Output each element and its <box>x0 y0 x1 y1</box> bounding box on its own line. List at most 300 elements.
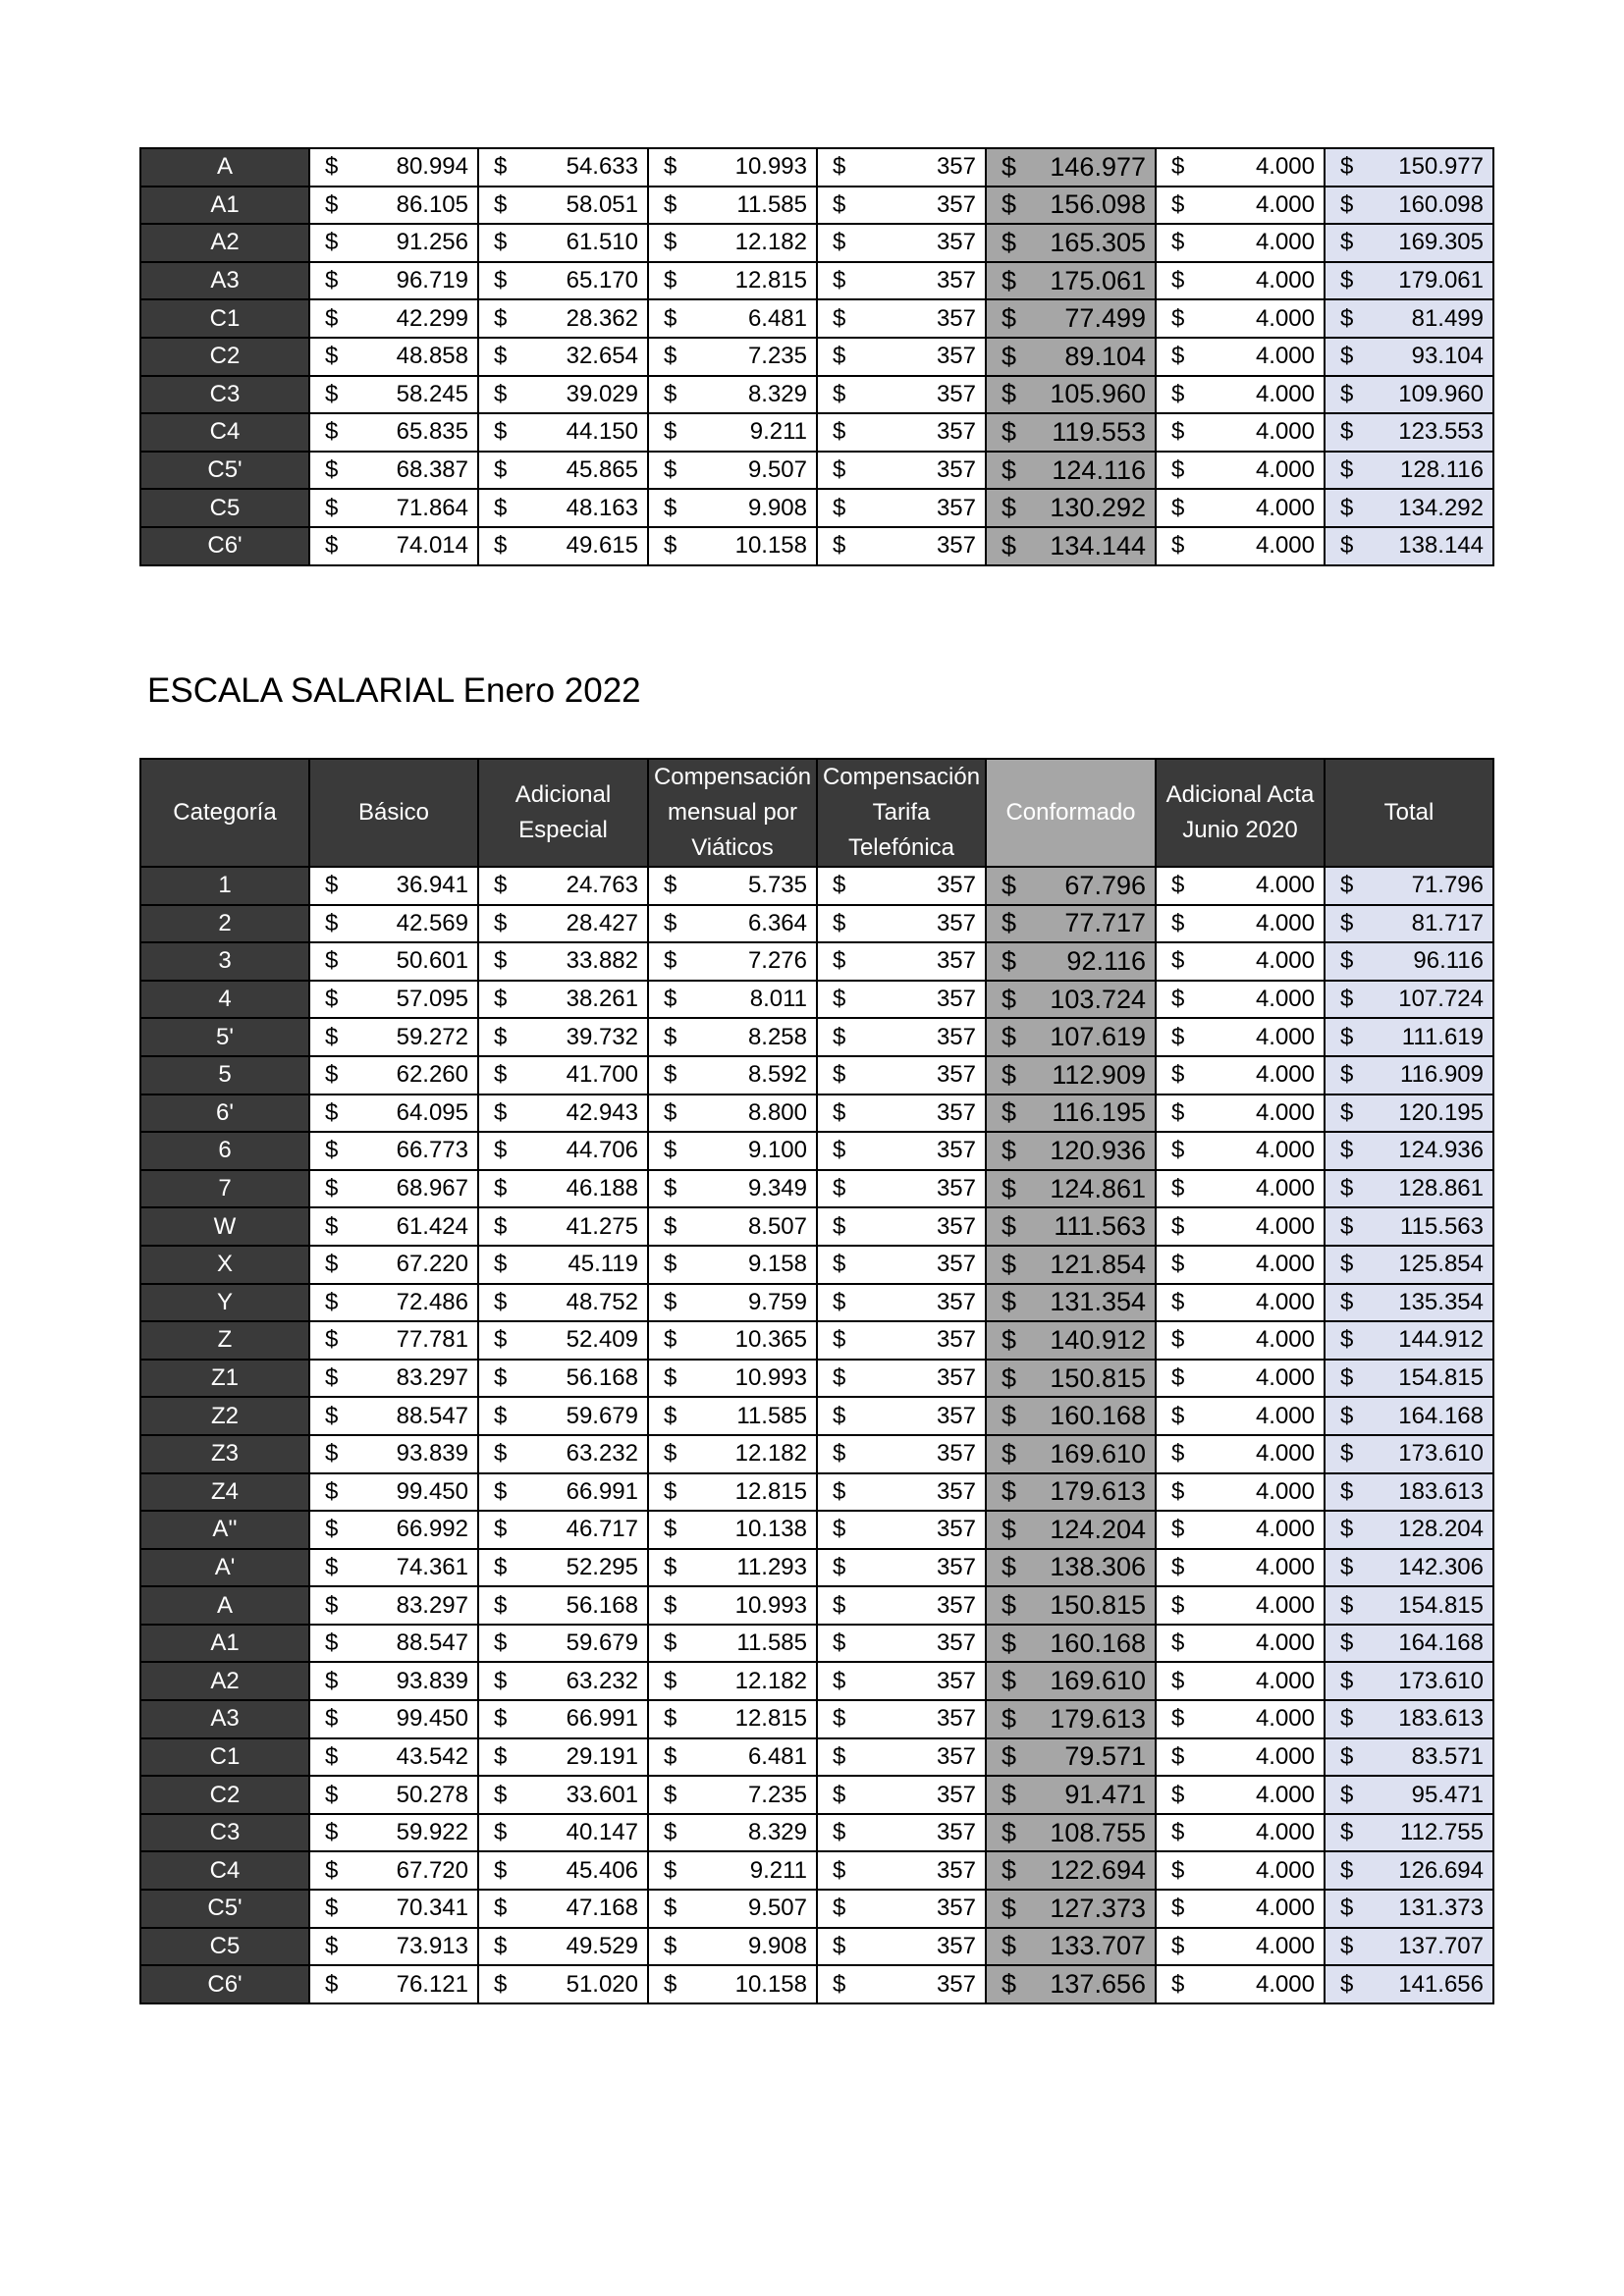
amount: 39.732 <box>566 1023 638 1050</box>
currency-symbol: $ <box>1171 1856 1185 1884</box>
cell-adicional-especial <box>478 148 648 187</box>
cell-total <box>1325 1284 1493 1322</box>
amount: 357 <box>936 1061 976 1089</box>
amount: 357 <box>936 1137 976 1164</box>
cell-adicional-especial <box>478 1018 648 1056</box>
salary-table-previous-body <box>140 148 1493 565</box>
amount: 4.000 <box>1255 1591 1315 1619</box>
cell-categoria: C5' <box>140 452 309 490</box>
currency-symbol: $ <box>1001 1097 1017 1128</box>
money-cell-content <box>310 1550 477 1586</box>
currency-symbol: $ <box>833 1970 846 1998</box>
cell-categoria: 6' <box>140 1095 309 1133</box>
money-cell-content <box>1326 906 1492 942</box>
cell-viaticos <box>648 262 817 300</box>
cell-total <box>1325 148 1493 187</box>
amount: 357 <box>936 1440 976 1468</box>
amount: 11.585 <box>736 190 807 218</box>
cell-total <box>1325 1095 1493 1133</box>
table-row <box>140 527 1493 565</box>
money-cell-content <box>987 943 1155 980</box>
currency-symbol: $ <box>1340 1856 1354 1884</box>
cell-adicional-especial <box>478 338 648 376</box>
amount: 77.499 <box>1064 303 1146 334</box>
money-cell-content <box>479 490 647 526</box>
cell-adicional-especial <box>478 1511 648 1549</box>
currency-symbol: $ <box>325 1061 339 1089</box>
amount: 9.759 <box>747 1288 807 1315</box>
money-cell-content <box>1326 339 1492 375</box>
table-row <box>140 1246 1493 1284</box>
amount: 50.601 <box>396 947 468 975</box>
currency-symbol: $ <box>833 986 846 1013</box>
cell-basico <box>309 452 478 490</box>
currency-symbol: $ <box>1171 1440 1185 1468</box>
amount: 357 <box>936 1895 976 1922</box>
currency-symbol: $ <box>1171 1023 1185 1050</box>
cell-viaticos <box>648 299 817 338</box>
amount: 38.261 <box>566 986 638 1013</box>
currency-symbol: $ <box>833 1932 846 1959</box>
cell-conformado <box>986 1738 1156 1777</box>
amount: 122.694 <box>1050 1855 1146 1886</box>
cell-categoria: C4 <box>140 1851 309 1890</box>
table-row <box>140 1095 1493 1133</box>
currency-symbol: $ <box>664 1819 677 1846</box>
money-cell-content <box>310 1852 477 1889</box>
cell-conformado <box>986 187 1156 225</box>
money-cell-content <box>1326 149 1492 186</box>
cell-conformado <box>986 299 1156 338</box>
cell-adicional-especial <box>478 1170 648 1208</box>
amount: 128.861 <box>1398 1175 1484 1202</box>
money-cell-content <box>1157 943 1324 980</box>
cell-adicional-acta <box>1156 262 1325 300</box>
amount: 8.800 <box>747 1098 807 1126</box>
money-cell-content <box>1326 1626 1492 1662</box>
amount: 165.305 <box>1050 227 1146 257</box>
currency-symbol: $ <box>325 304 339 332</box>
amount: 357 <box>936 343 976 370</box>
amount: 91.471 <box>1064 1780 1146 1810</box>
currency-symbol: $ <box>325 1326 339 1354</box>
cell-categoria: X <box>140 1246 309 1284</box>
money-cell-content <box>818 906 985 942</box>
money-cell-content <box>1326 1398 1492 1434</box>
cell-viaticos <box>648 376 817 414</box>
money-cell-content <box>1157 490 1324 526</box>
currency-symbol: $ <box>833 1553 846 1580</box>
money-cell-content <box>1326 453 1492 489</box>
cell-conformado <box>986 1170 1156 1208</box>
header-basico: Básico <box>309 759 478 867</box>
table-row <box>140 1018 1493 1056</box>
amount: 357 <box>936 1591 976 1619</box>
table-row <box>140 1132 1493 1170</box>
cell-viaticos <box>648 1284 817 1322</box>
cell-categoria: C2 <box>140 1776 309 1814</box>
cell-adicional-especial <box>478 1928 648 1966</box>
money-cell-content <box>1326 1815 1492 1851</box>
money-cell-content <box>310 149 477 186</box>
amount: 175.061 <box>1050 265 1146 295</box>
currency-symbol: $ <box>1171 1516 1185 1543</box>
cell-conformado <box>986 1132 1156 1170</box>
money-cell-content <box>310 1095 477 1132</box>
cell-tarifa-telefonica <box>817 376 986 414</box>
amount: 86.105 <box>396 190 468 218</box>
currency-symbol: $ <box>325 1175 339 1202</box>
amount: 74.361 <box>396 1553 468 1580</box>
cell-basico <box>309 148 478 187</box>
money-cell-content <box>987 1474 1155 1511</box>
currency-symbol: $ <box>1001 945 1017 976</box>
currency-symbol: $ <box>1001 1324 1017 1355</box>
money-cell-content <box>649 187 816 224</box>
amount: 357 <box>936 456 976 484</box>
money-cell-content <box>1326 1133 1492 1169</box>
amount: 140.912 <box>1050 1324 1146 1355</box>
money-cell-content <box>818 149 985 186</box>
currency-symbol: $ <box>1171 494 1185 521</box>
cell-total <box>1325 1435 1493 1473</box>
money-cell-content <box>818 1322 985 1359</box>
currency-symbol: $ <box>1171 343 1185 370</box>
amount: 135.354 <box>1398 1288 1484 1315</box>
money-cell-content <box>479 528 647 564</box>
money-cell-content <box>1157 868 1324 904</box>
money-cell-content <box>479 1739 647 1776</box>
table-row <box>140 1473 1493 1512</box>
currency-symbol: $ <box>1001 1931 1017 1961</box>
money-cell-content <box>818 1361 985 1397</box>
amount: 10.158 <box>734 532 807 560</box>
amount: 66.773 <box>396 1137 468 1164</box>
currency-symbol: $ <box>1171 1819 1185 1846</box>
amount: 43.542 <box>396 1742 468 1770</box>
amount: 357 <box>936 1402 976 1429</box>
cell-basico <box>309 1321 478 1360</box>
cell-adicional-especial <box>478 1095 648 1133</box>
cell-tarifa-telefonica <box>817 224 986 262</box>
currency-symbol: $ <box>664 1516 677 1543</box>
cell-tarifa-telefonica <box>817 489 986 527</box>
currency-symbol: $ <box>1001 1703 1017 1734</box>
currency-symbol: $ <box>664 153 677 181</box>
currency-symbol: $ <box>325 1553 339 1580</box>
currency-symbol: $ <box>1001 454 1017 485</box>
money-cell-content <box>1326 1171 1492 1207</box>
currency-symbol: $ <box>664 418 677 446</box>
amount: 44.150 <box>566 418 638 446</box>
amount: 4.000 <box>1255 1212 1315 1240</box>
money-cell-content <box>1326 1361 1492 1397</box>
amount: 4.000 <box>1255 190 1315 218</box>
money-cell-content <box>310 1474 477 1511</box>
amount: 115.563 <box>1400 1212 1484 1240</box>
currency-symbol: $ <box>1340 1251 1354 1278</box>
amount: 59.679 <box>566 1402 638 1429</box>
currency-symbol: $ <box>494 1326 508 1354</box>
currency-symbol: $ <box>325 1364 339 1392</box>
currency-symbol: $ <box>494 1553 508 1580</box>
currency-symbol: $ <box>664 1856 677 1884</box>
currency-symbol: $ <box>1340 190 1354 218</box>
cell-categoria: 3 <box>140 942 309 981</box>
amount: 66.991 <box>566 1477 638 1505</box>
amount: 50.278 <box>396 1781 468 1808</box>
cell-basico <box>309 1625 478 1663</box>
money-cell-content <box>987 982 1155 1018</box>
money-cell-content <box>987 1929 1155 1965</box>
amount: 120.195 <box>1398 1098 1484 1126</box>
currency-symbol: $ <box>1001 1741 1017 1772</box>
amount: 9.507 <box>747 1895 807 1922</box>
money-cell-content <box>649 1095 816 1132</box>
cell-tarifa-telefonica <box>817 1246 986 1284</box>
amount: 10.158 <box>734 1970 807 1998</box>
table-row <box>140 376 1493 414</box>
currency-symbol: $ <box>1340 909 1354 936</box>
cell-tarifa-telefonica <box>817 1397 986 1435</box>
amount: 8.258 <box>747 1023 807 1050</box>
money-cell-content <box>310 1208 477 1245</box>
currency-symbol: $ <box>494 532 508 560</box>
cell-adicional-especial <box>478 867 648 905</box>
money-cell-content <box>479 1815 647 1851</box>
cell-basico <box>309 1928 478 1966</box>
cell-total <box>1325 187 1493 225</box>
table-row <box>140 1814 1493 1852</box>
cell-categoria: W <box>140 1207 309 1246</box>
amount: 96.719 <box>396 267 468 294</box>
currency-symbol: $ <box>1171 1781 1185 1808</box>
amount: 49.529 <box>566 1932 638 1959</box>
amount: 4.000 <box>1255 1781 1315 1808</box>
currency-symbol: $ <box>833 1402 846 1429</box>
cell-conformado <box>986 1056 1156 1095</box>
currency-symbol: $ <box>1001 379 1017 409</box>
amount: 10.993 <box>734 1364 807 1392</box>
currency-symbol: $ <box>325 1023 339 1050</box>
cell-adicional-acta <box>1156 1056 1325 1095</box>
cell-basico <box>309 376 478 414</box>
money-cell-content <box>1157 1777 1324 1813</box>
money-cell-content <box>1326 1929 1492 1965</box>
currency-symbol: $ <box>494 947 508 975</box>
amount: 4.000 <box>1255 380 1315 407</box>
currency-symbol: $ <box>1340 267 1354 294</box>
cell-viaticos <box>648 1397 817 1435</box>
money-cell-content <box>649 300 816 337</box>
cell-tarifa-telefonica <box>817 299 986 338</box>
money-cell-content <box>1326 490 1492 526</box>
amount: 357 <box>936 418 976 446</box>
currency-symbol: $ <box>1340 1023 1354 1050</box>
cell-conformado <box>986 148 1156 187</box>
cell-total <box>1325 1776 1493 1814</box>
money-cell-content <box>310 1626 477 1662</box>
amount: 173.610 <box>1398 1667 1484 1694</box>
money-cell-content <box>987 377 1155 413</box>
amount: 4.000 <box>1255 1970 1315 1998</box>
money-cell-content <box>649 1171 816 1207</box>
money-cell-content <box>818 1133 985 1169</box>
cell-viaticos <box>648 1360 817 1398</box>
money-cell-content <box>1326 414 1492 451</box>
table-row <box>140 1928 1493 1966</box>
salary-table-previous <box>139 147 1494 566</box>
currency-symbol: $ <box>1171 267 1185 294</box>
table-row <box>140 224 1493 262</box>
amount: 141.656 <box>1398 1970 1484 1998</box>
currency-symbol: $ <box>325 1516 339 1543</box>
currency-symbol: $ <box>833 1061 846 1089</box>
money-cell-content <box>310 1929 477 1965</box>
amount: 7.276 <box>747 947 807 975</box>
money-cell-content <box>1157 225 1324 261</box>
amount: 123.553 <box>1398 418 1484 446</box>
currency-symbol: $ <box>1001 530 1017 561</box>
currency-symbol: $ <box>1171 380 1185 407</box>
amount: 357 <box>936 1856 976 1884</box>
amount: 108.755 <box>1050 1817 1146 1847</box>
currency-symbol: $ <box>325 1477 339 1505</box>
money-cell-content <box>1326 1474 1492 1511</box>
amount: 99.450 <box>396 1705 468 1733</box>
cell-basico <box>309 338 478 376</box>
currency-symbol: $ <box>325 343 339 370</box>
amount: 130.292 <box>1050 493 1146 523</box>
money-cell-content <box>649 1322 816 1359</box>
money-cell-content <box>1157 1815 1324 1851</box>
currency-symbol: $ <box>664 494 677 521</box>
currency-symbol: $ <box>1001 1211 1017 1242</box>
cell-basico <box>309 1435 478 1473</box>
amount: 357 <box>936 267 976 294</box>
cell-adicional-acta <box>1156 338 1325 376</box>
cell-viaticos <box>648 1814 817 1852</box>
cell-total <box>1325 1321 1493 1360</box>
currency-symbol: $ <box>664 909 677 936</box>
amount: 42.299 <box>396 304 468 332</box>
cell-conformado <box>986 1586 1156 1625</box>
money-cell-content <box>310 1587 477 1624</box>
currency-symbol: $ <box>1171 1288 1185 1315</box>
amount: 131.354 <box>1050 1287 1146 1317</box>
table-row <box>140 1662 1493 1700</box>
money-cell-content <box>310 453 477 489</box>
money-cell-content <box>479 187 647 224</box>
amount: 4.000 <box>1255 343 1315 370</box>
cell-tarifa-telefonica <box>817 1360 986 1398</box>
cell-adicional-especial <box>478 1586 648 1625</box>
amount: 133.707 <box>1050 1931 1146 1961</box>
amount: 66.992 <box>396 1516 468 1543</box>
cell-basico <box>309 1662 478 1700</box>
currency-symbol: $ <box>494 456 508 484</box>
cell-basico <box>309 1207 478 1246</box>
currency-symbol: $ <box>1171 1326 1185 1354</box>
amount: 9.908 <box>747 1932 807 1959</box>
currency-symbol: $ <box>833 1251 846 1278</box>
currency-symbol: $ <box>664 456 677 484</box>
money-cell-content <box>987 1133 1155 1169</box>
salary-table-january-2022-body <box>140 867 1493 2003</box>
amount: 357 <box>936 1932 976 1959</box>
amount: 357 <box>936 1819 976 1846</box>
amount: 96.116 <box>1413 947 1484 975</box>
amount: 8.592 <box>747 1061 807 1089</box>
cell-adicional-especial <box>478 187 648 225</box>
cell-total <box>1325 1397 1493 1435</box>
money-cell-content <box>1157 377 1324 413</box>
amount: 4.000 <box>1255 456 1315 484</box>
amount: 46.188 <box>566 1175 638 1202</box>
cell-viaticos <box>648 1851 817 1890</box>
currency-symbol: $ <box>664 1402 677 1429</box>
money-cell-content <box>479 339 647 375</box>
amount: 8.329 <box>747 380 807 407</box>
cell-viaticos <box>648 148 817 187</box>
money-cell-content <box>479 1474 647 1511</box>
cell-tarifa-telefonica <box>817 867 986 905</box>
money-cell-content <box>1326 1777 1492 1813</box>
cell-adicional-especial <box>478 262 648 300</box>
cell-tarifa-telefonica <box>817 1776 986 1814</box>
amount: 68.387 <box>396 456 468 484</box>
amount: 357 <box>936 494 976 521</box>
currency-symbol: $ <box>833 267 846 294</box>
cell-adicional-especial <box>478 527 648 565</box>
money-cell-content <box>1326 982 1492 1018</box>
money-cell-content <box>310 1171 477 1207</box>
currency-symbol: $ <box>1001 984 1017 1014</box>
cell-adicional-acta <box>1156 1890 1325 1928</box>
amount: 49.615 <box>566 532 638 560</box>
cell-categoria: C1 <box>140 299 309 338</box>
money-cell-content <box>1326 377 1492 413</box>
table-row <box>140 905 1493 943</box>
currency-symbol: $ <box>1171 1553 1185 1580</box>
currency-symbol: $ <box>1340 229 1354 256</box>
money-cell-content <box>987 1322 1155 1359</box>
currency-symbol: $ <box>1340 1742 1354 1770</box>
cell-viaticos <box>648 1132 817 1170</box>
money-cell-content <box>649 1398 816 1434</box>
table-row <box>140 1776 1493 1814</box>
cell-tarifa-telefonica <box>817 1095 986 1133</box>
cell-tarifa-telefonica <box>817 1435 986 1473</box>
currency-symbol: $ <box>833 1591 846 1619</box>
cell-basico <box>309 1018 478 1056</box>
cell-adicional-especial <box>478 224 648 262</box>
money-cell-content <box>1157 1057 1324 1094</box>
currency-symbol: $ <box>494 1175 508 1202</box>
amount: 59.922 <box>396 1819 468 1846</box>
currency-symbol: $ <box>833 1175 846 1202</box>
currency-symbol: $ <box>1171 1591 1185 1619</box>
currency-symbol: $ <box>1001 1173 1017 1203</box>
currency-symbol: $ <box>1340 1932 1354 1959</box>
amount: 41.275 <box>566 1212 638 1240</box>
currency-symbol: $ <box>325 1440 339 1468</box>
amount: 357 <box>936 304 976 332</box>
cell-categoria: A3 <box>140 1700 309 1738</box>
money-cell-content <box>649 1133 816 1169</box>
cell-adicional-especial <box>478 1360 648 1398</box>
money-cell-content <box>479 453 647 489</box>
